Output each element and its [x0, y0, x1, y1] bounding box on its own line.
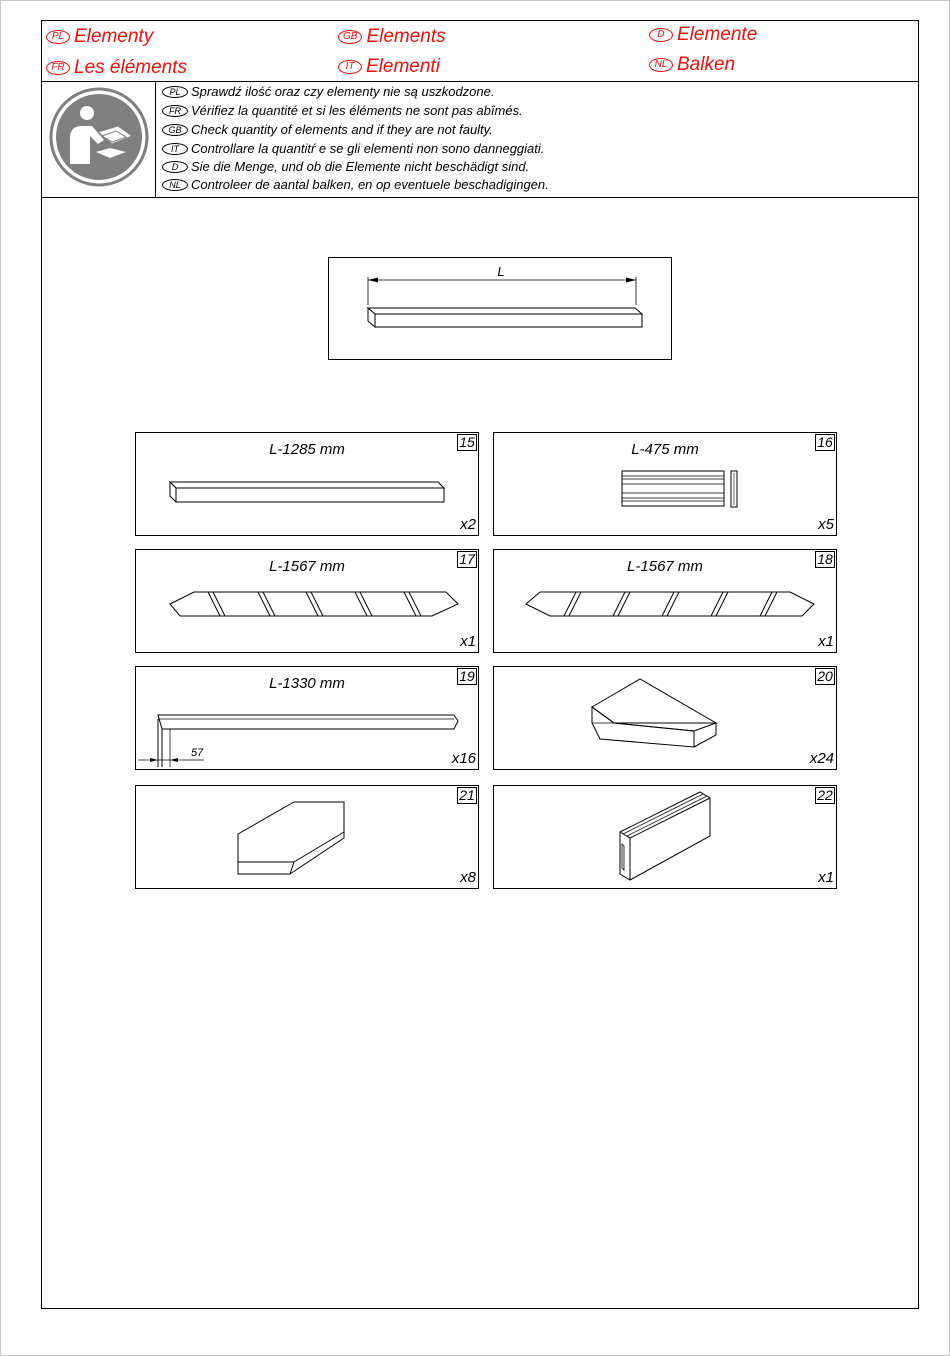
info-badge-it: IT	[162, 143, 188, 155]
length-legend-drawing	[329, 258, 673, 361]
title-pl-label: Elementy	[74, 26, 154, 47]
element-16-length: L-475 mm	[631, 441, 699, 458]
element-19-number: 19	[457, 668, 477, 685]
element-16-number: 16	[815, 434, 835, 451]
info-badge-nl: NL	[162, 179, 188, 191]
element-card-19	[135, 666, 479, 770]
element-20-block-drawing	[494, 667, 838, 771]
element-22-board-drawing	[494, 786, 838, 890]
info-line-pl	[162, 84, 494, 99]
element-15-number: 15	[457, 434, 477, 451]
element-card-16	[493, 432, 837, 536]
title-nl	[649, 54, 735, 76]
read-manual-icon	[48, 86, 150, 188]
element-15-length: L-1285 mm	[269, 441, 345, 458]
title-pl	[46, 26, 153, 48]
info-line-d	[162, 159, 529, 174]
info-text-d: Sie die Menge, und ob die Elemente nicht beschädigt sind.	[191, 159, 530, 174]
title-it-label: Elementi	[366, 56, 440, 77]
title-fr-label: Les éléments	[74, 57, 188, 78]
element-18-length: L-1567 mm	[627, 558, 703, 575]
info-line-it	[162, 141, 544, 156]
info-line-fr	[162, 103, 523, 118]
lang-badge-gb: GB	[338, 30, 362, 44]
element-19-dimension: 57	[191, 747, 204, 759]
element-17-number: 17	[457, 551, 477, 568]
page-frame	[41, 20, 919, 1309]
element-18-quantity: x1	[818, 633, 834, 650]
length-legend-label: L	[497, 264, 505, 279]
info-badge-fr: FR	[162, 105, 188, 117]
element-17-quantity: x1	[460, 633, 476, 650]
info-badge-d: D	[162, 161, 188, 173]
lang-badge-fr: FR	[46, 61, 70, 75]
title-d	[649, 24, 757, 46]
element-15-quantity: x2	[460, 516, 476, 533]
title-gb-label: Elements	[366, 26, 446, 47]
title-it	[338, 56, 440, 78]
element-17-length: L-1567 mm	[269, 558, 345, 575]
info-text-nl: Controleer de aantal balken, en op eventuele beschadigingen.	[191, 177, 549, 192]
length-legend	[328, 257, 672, 360]
info-badge-pl: PL	[162, 86, 188, 98]
element-card-20	[493, 666, 837, 770]
title-gb	[338, 26, 446, 48]
element-21-quantity: x8	[460, 869, 476, 886]
lang-badge-it: IT	[338, 60, 362, 74]
title-d-label: Elemente	[677, 24, 758, 45]
info-text-it: Controllare la quantitŕ e se gli elementi non sono danneggiati.	[191, 141, 545, 156]
element-16-quantity: x5	[818, 516, 834, 533]
info-line-nl	[162, 177, 549, 192]
element-card-21	[135, 785, 479, 889]
element-22-number: 22	[815, 787, 835, 804]
element-card-18	[493, 549, 837, 653]
element-20-number: 20	[815, 668, 835, 685]
instruction-divider	[155, 81, 156, 197]
info-text-fr: Vérifiez la quantité et si les éléments ne sont pas abîmés.	[191, 103, 523, 118]
element-19-length: L-1330 mm	[269, 675, 345, 692]
element-card-15	[135, 432, 479, 536]
element-22-quantity: x1	[818, 869, 834, 886]
info-text-pl: Sprawdź ilość oraz czy elementy nie są uszkodzone.	[191, 84, 495, 99]
lang-badge-nl: NL	[649, 58, 673, 72]
element-card-17	[135, 549, 479, 653]
element-21-block-drawing	[136, 786, 480, 890]
info-line-gb	[162, 122, 493, 137]
lang-badge-pl: PL	[46, 30, 70, 44]
element-21-number: 21	[457, 787, 477, 804]
title-fr	[46, 57, 187, 79]
info-text-gb: Check quantity of elements and if they are not faulty.	[191, 122, 493, 137]
element-20-quantity: x24	[809, 750, 834, 767]
element-18-number: 18	[815, 551, 835, 568]
info-badge-gb: GB	[162, 124, 188, 136]
lang-badge-d: D	[649, 28, 673, 42]
element-19-quantity: x16	[451, 750, 476, 767]
title-nl-label: Balken	[677, 54, 736, 75]
element-card-22	[493, 785, 837, 889]
